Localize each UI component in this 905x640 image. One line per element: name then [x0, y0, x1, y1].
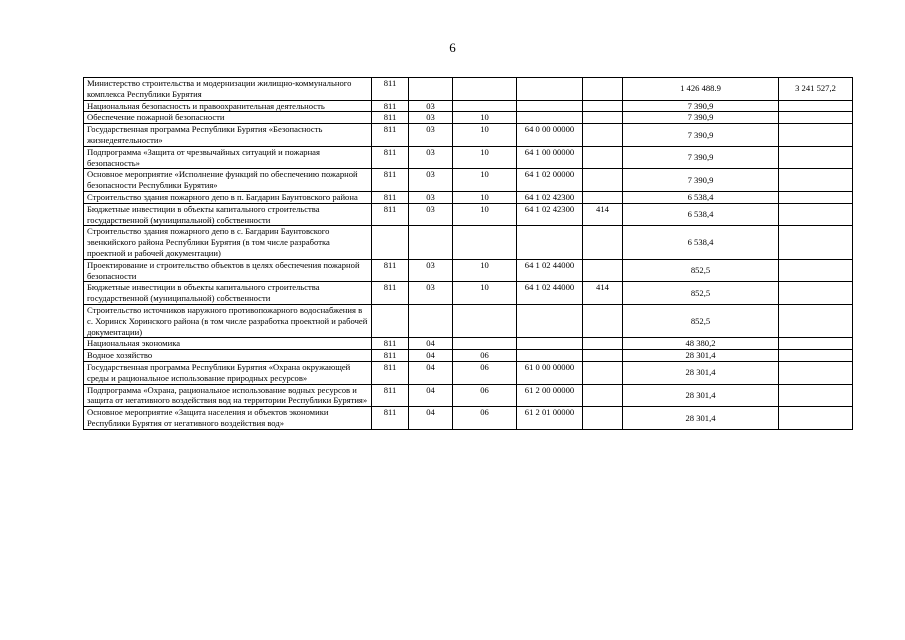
- cell-name: Подпрограмма «Охрана, рациональное использование водных ресурсов и защита от негативного воздействия вод на территории Республики Бурятия»: [84, 384, 372, 407]
- cell-expense-type-code: [583, 100, 623, 112]
- cell-amount-2: [779, 112, 853, 124]
- cell-subsection-code: 10: [453, 112, 517, 124]
- cell-amount-1: 28 301,4: [623, 350, 779, 362]
- cell-subsection-code: 10: [453, 203, 517, 226]
- cell-ved-code: 811: [372, 191, 409, 203]
- cell-expense-type-code: [583, 304, 623, 337]
- cell-amount-1: 6 538,4: [623, 226, 779, 259]
- cell-subsection-code: [453, 304, 517, 337]
- cell-amount-1: 852,5: [623, 259, 779, 282]
- cell-ved-code: 811: [372, 361, 409, 384]
- cell-ved-code: [372, 226, 409, 259]
- cell-section-code: 04: [409, 384, 453, 407]
- cell-expense-type-code: [583, 169, 623, 192]
- cell-amount-2: [779, 191, 853, 203]
- table-row: [84, 304, 853, 337]
- cell-name: Строительство здания пожарного депо в с. Багдарин Баунтовского эвенкийского района Республики Бурятия (в том числе разработка проектной и рабочей документации): [84, 226, 372, 259]
- cell-section-code: [409, 226, 453, 259]
- table-row: [84, 338, 853, 350]
- cell-section-code: 03: [409, 124, 453, 147]
- cell-amount-2: [779, 304, 853, 337]
- cell-amount-2: [779, 169, 853, 192]
- cell-target-article-code: 64 1 02 42300: [517, 191, 583, 203]
- table-row: [84, 350, 853, 362]
- cell-ved-code: 811: [372, 407, 409, 430]
- cell-subsection-code: 06: [453, 384, 517, 407]
- cell-amount-1: 7 390,9: [623, 100, 779, 112]
- cell-name: Строительство источников наружного противопожарного водоснабжения в с. Хоринск Хоринского района (в том числе разработка проектной и рабочей документации): [84, 304, 372, 337]
- cell-amount-1: 7 390,9: [623, 112, 779, 124]
- cell-name: Основное мероприятие «Защита населения и объектов экономики Республики Бурятия от негативного воздействия вод»: [84, 407, 372, 430]
- cell-ved-code: 811: [372, 259, 409, 282]
- cell-expense-type-code: [583, 78, 623, 101]
- cell-name: Подпрограмма «Защита от чрезвычайных ситуаций и пожарная безопасность»: [84, 146, 372, 169]
- cell-amount-2: [779, 384, 853, 407]
- cell-ved-code: 811: [372, 124, 409, 147]
- cell-name: Национальная экономика: [84, 338, 372, 350]
- cell-name: Национальная безопасность и правоохранительная деятельность: [84, 100, 372, 112]
- table-row: [84, 169, 853, 192]
- cell-amount-2: [779, 124, 853, 147]
- cell-section-code: [409, 78, 453, 101]
- cell-name: Строительство здания пожарного депо в п. Багдарин Баунтовского района: [84, 191, 372, 203]
- cell-amount-2: [779, 361, 853, 384]
- cell-amount-1: 852,5: [623, 282, 779, 305]
- cell-expense-type-code: [583, 226, 623, 259]
- cell-expense-type-code: [583, 146, 623, 169]
- cell-target-article-code: [517, 112, 583, 124]
- page-number: 6: [449, 40, 456, 55]
- cell-amount-1: 7 390,9: [623, 146, 779, 169]
- cell-expense-type-code: [583, 407, 623, 430]
- cell-name: Основное мероприятие «Исполнение функций по обеспечению пожарной безопасности Республики Бурятия»: [84, 169, 372, 192]
- cell-target-article-code: [517, 304, 583, 337]
- cell-section-code: 04: [409, 407, 453, 430]
- cell-amount-1: 28 301,4: [623, 407, 779, 430]
- cell-subsection-code: 06: [453, 407, 517, 430]
- cell-section-code: 03: [409, 169, 453, 192]
- cell-amount-1: 28 301,4: [623, 384, 779, 407]
- cell-amount-1: 6 538,4: [623, 191, 779, 203]
- cell-subsection-code: [453, 78, 517, 101]
- cell-expense-type-code: [583, 361, 623, 384]
- cell-amount-1: 48 380,2: [623, 338, 779, 350]
- cell-name: Государственная программа Республики Бурятия «Охрана окружающей среды и рациональное использование природных ресурсов»: [84, 361, 372, 384]
- cell-subsection-code: 10: [453, 282, 517, 305]
- cell-target-article-code: 61 2 01 00000: [517, 407, 583, 430]
- cell-amount-2: [779, 203, 853, 226]
- cell-section-code: 03: [409, 203, 453, 226]
- cell-expense-type-code: 414: [583, 203, 623, 226]
- cell-subsection-code: 10: [453, 191, 517, 203]
- cell-amount-1: 7 390,9: [623, 169, 779, 192]
- cell-ved-code: [372, 304, 409, 337]
- cell-ved-code: 811: [372, 282, 409, 305]
- cell-subsection-code: 06: [453, 350, 517, 362]
- cell-ved-code: 811: [372, 100, 409, 112]
- cell-name: Бюджетные инвестиции в объекты капитального строительства государственной (муниципальной) собственности: [84, 203, 372, 226]
- table-row: [84, 407, 853, 430]
- cell-target-article-code: [517, 338, 583, 350]
- table-row: [84, 191, 853, 203]
- cell-expense-type-code: [583, 191, 623, 203]
- cell-amount-2: [779, 259, 853, 282]
- table-row: [84, 100, 853, 112]
- cell-subsection-code: [453, 338, 517, 350]
- cell-expense-type-code: [583, 259, 623, 282]
- cell-section-code: 03: [409, 191, 453, 203]
- cell-name: Обеспечение пожарной безопасности: [84, 112, 372, 124]
- table-row: [84, 282, 853, 305]
- cell-expense-type-code: 414: [583, 282, 623, 305]
- cell-amount-1: 28 301,4: [623, 361, 779, 384]
- table-row: [84, 384, 853, 407]
- cell-ved-code: 811: [372, 384, 409, 407]
- cell-target-article-code: 64 0 00 00000: [517, 124, 583, 147]
- table-body: [84, 78, 853, 430]
- cell-ved-code: 811: [372, 350, 409, 362]
- cell-target-article-code: 64 1 02 44000: [517, 282, 583, 305]
- table-row: [84, 226, 853, 259]
- cell-target-article-code: 64 1 02 00000: [517, 169, 583, 192]
- cell-name: Министерство строительства и модернизации жилищно-коммунального комплекса Республики Бурятия: [84, 78, 372, 101]
- cell-expense-type-code: [583, 384, 623, 407]
- cell-target-article-code: 64 1 02 44000: [517, 259, 583, 282]
- cell-expense-type-code: [583, 338, 623, 350]
- cell-name: Проектирование и строительство объектов в целях обеспечения пожарной безопасности: [84, 259, 372, 282]
- cell-amount-2: [779, 100, 853, 112]
- cell-amount-2: 3 241 527,2: [779, 78, 853, 101]
- cell-name: Бюджетные инвестиции в объекты капитального строительства государственной (муниципальной) собственности: [84, 282, 372, 305]
- cell-subsection-code: [453, 226, 517, 259]
- cell-expense-type-code: [583, 350, 623, 362]
- table-row: [84, 146, 853, 169]
- cell-subsection-code: 10: [453, 124, 517, 147]
- cell-amount-2: [779, 146, 853, 169]
- cell-subsection-code: 10: [453, 146, 517, 169]
- cell-ved-code: 811: [372, 146, 409, 169]
- cell-target-article-code: 64 1 02 42300: [517, 203, 583, 226]
- cell-target-article-code: [517, 78, 583, 101]
- cell-section-code: 03: [409, 259, 453, 282]
- table-row: [84, 124, 853, 147]
- cell-amount-1: 6 538,4: [623, 203, 779, 226]
- cell-section-code: 04: [409, 338, 453, 350]
- cell-section-code: 03: [409, 112, 453, 124]
- cell-section-code: [409, 304, 453, 337]
- cell-subsection-code: 10: [453, 169, 517, 192]
- cell-section-code: 03: [409, 282, 453, 305]
- cell-amount-2: [779, 282, 853, 305]
- budget-table: [83, 77, 853, 430]
- cell-expense-type-code: [583, 124, 623, 147]
- cell-target-article-code: [517, 100, 583, 112]
- cell-name: Водное хозяйство: [84, 350, 372, 362]
- cell-amount-1: 1 426 488.9: [623, 78, 779, 101]
- cell-subsection-code: [453, 100, 517, 112]
- cell-name: Государственная программа Республики Бурятия «Безопасность жизнедеятельности»: [84, 124, 372, 147]
- cell-target-article-code: [517, 226, 583, 259]
- cell-target-article-code: 64 1 00 00000: [517, 146, 583, 169]
- cell-section-code: 04: [409, 361, 453, 384]
- cell-amount-2: [779, 407, 853, 430]
- cell-target-article-code: 61 0 00 00000: [517, 361, 583, 384]
- cell-amount-2: [779, 226, 853, 259]
- table-row: [84, 78, 853, 101]
- cell-section-code: 04: [409, 350, 453, 362]
- cell-ved-code: 811: [372, 78, 409, 101]
- cell-ved-code: 811: [372, 338, 409, 350]
- table-row: [84, 203, 853, 226]
- table-row: [84, 361, 853, 384]
- table-row: [84, 259, 853, 282]
- cell-target-article-code: 61 2 00 00000: [517, 384, 583, 407]
- cell-amount-2: [779, 350, 853, 362]
- cell-section-code: 03: [409, 100, 453, 112]
- cell-subsection-code: 06: [453, 361, 517, 384]
- cell-ved-code: 811: [372, 112, 409, 124]
- table-row: [84, 112, 853, 124]
- cell-amount-1: 852,5: [623, 304, 779, 337]
- cell-target-article-code: [517, 350, 583, 362]
- cell-amount-2: [779, 338, 853, 350]
- cell-ved-code: 811: [372, 169, 409, 192]
- cell-ved-code: 811: [372, 203, 409, 226]
- cell-amount-1: 7 390,9: [623, 124, 779, 147]
- cell-subsection-code: 10: [453, 259, 517, 282]
- cell-expense-type-code: [583, 112, 623, 124]
- cell-section-code: 03: [409, 146, 453, 169]
